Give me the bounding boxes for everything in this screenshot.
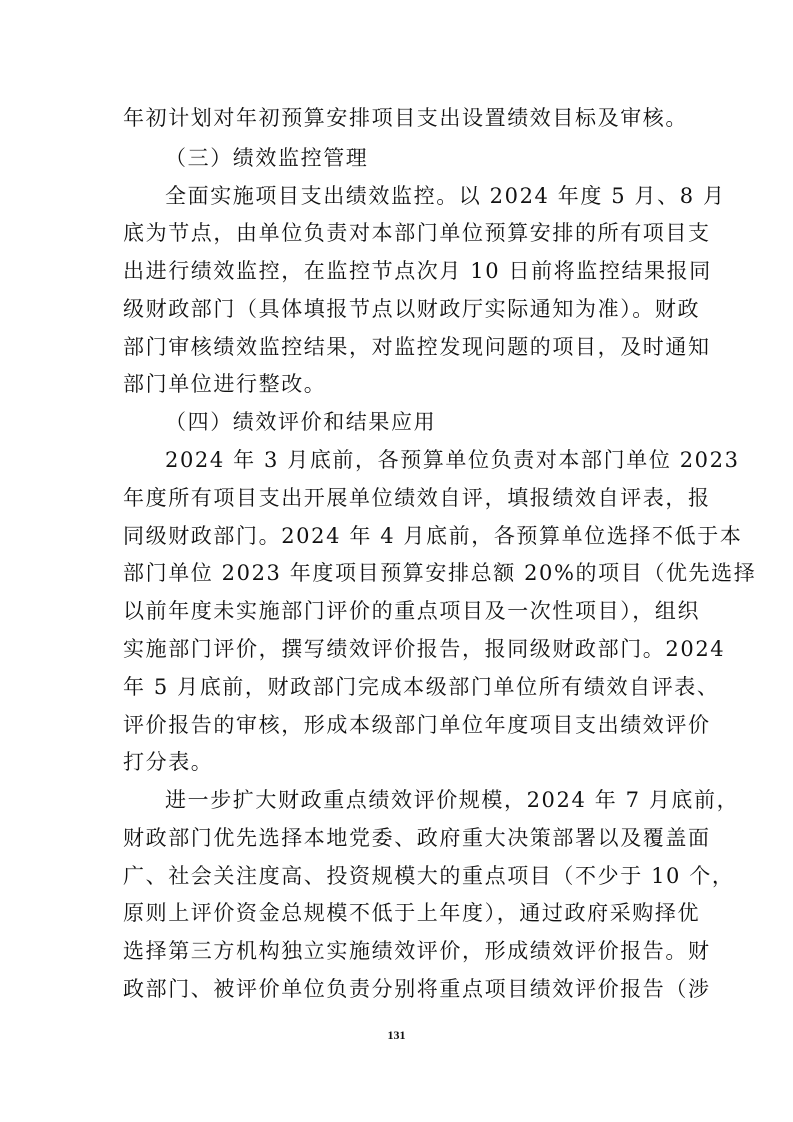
text-line: 原则上评价资金总规模不低于上年度），通过政府采购择优	[123, 901, 701, 925]
text-line: 底为节点，由单位负责对本部门单位预算安排的所有项目支	[123, 221, 711, 245]
text-line: 部门审核绩效监控结果，对监控发现问题的项目，及时通知	[123, 335, 711, 359]
text-line: 部门单位进行整改。	[123, 372, 327, 396]
text-line: 政部门、被评价单位负责分别将重点项目绩效评价报告（涉	[123, 977, 711, 1001]
text-line: 财政部门优先选择本地党委、政府重大决策部署以及覆盖面	[123, 826, 711, 850]
text-line: 2024 年 3 月底前，各预算单位负责对本部门单位 2023	[165, 448, 740, 472]
text-line: 级财政部门（具体填报节点以财政厅实际通知为准）。财政	[123, 297, 701, 321]
section-heading: （四）绩效评价和结果应用	[165, 410, 437, 434]
text-line: 选择第三方机构独立实施绩效评价，形成绩效评价报告。财	[123, 939, 711, 963]
text-line: 出进行绩效监控，在监控节点次月 10 日前将监控结果报同	[123, 259, 712, 283]
section-heading: （三）绩效监控管理	[165, 146, 369, 170]
text-line: 部门单位 2023 年度项目预算安排总额 20%的项目（优先选择	[123, 561, 757, 585]
text-line: 同级财政部门。2024 年 4 月底前，各预算单位选择不低于本	[123, 524, 743, 548]
text-line: 全面实施项目支出绩效监控。以 2024 年度 5 月、8 月	[165, 184, 726, 208]
text-line: 以前年度未实施部门评价的重点项目及一次性项目），组织	[123, 599, 701, 623]
page-number: 131	[387, 1028, 406, 1042]
text-line: 实施部门评价，撰写绩效评价报告，报同级财政部门。2024	[123, 637, 726, 661]
text-line: 打分表。	[123, 750, 214, 774]
text-line: 广、社会关注度高、投资规模大的重点项目（不少于 10 个，	[123, 864, 735, 888]
text-line: 年度所有项目支出开展单位绩效自评，填报绩效自评表，报	[123, 486, 711, 510]
text-line: 年 5 月底前，财政部门完成本级部门单位所有绩效自评表、	[123, 675, 720, 699]
text-line: 年初计划对年初预算安排项目支出设置绩效目标及审核。	[123, 106, 688, 130]
text-line: 进一步扩大财政重点绩效评价规模，2024 年 7 月底前，	[165, 788, 740, 812]
text-line: 评价报告的审核，形成本级部门单位年度项目支出绩效评价	[123, 713, 711, 737]
